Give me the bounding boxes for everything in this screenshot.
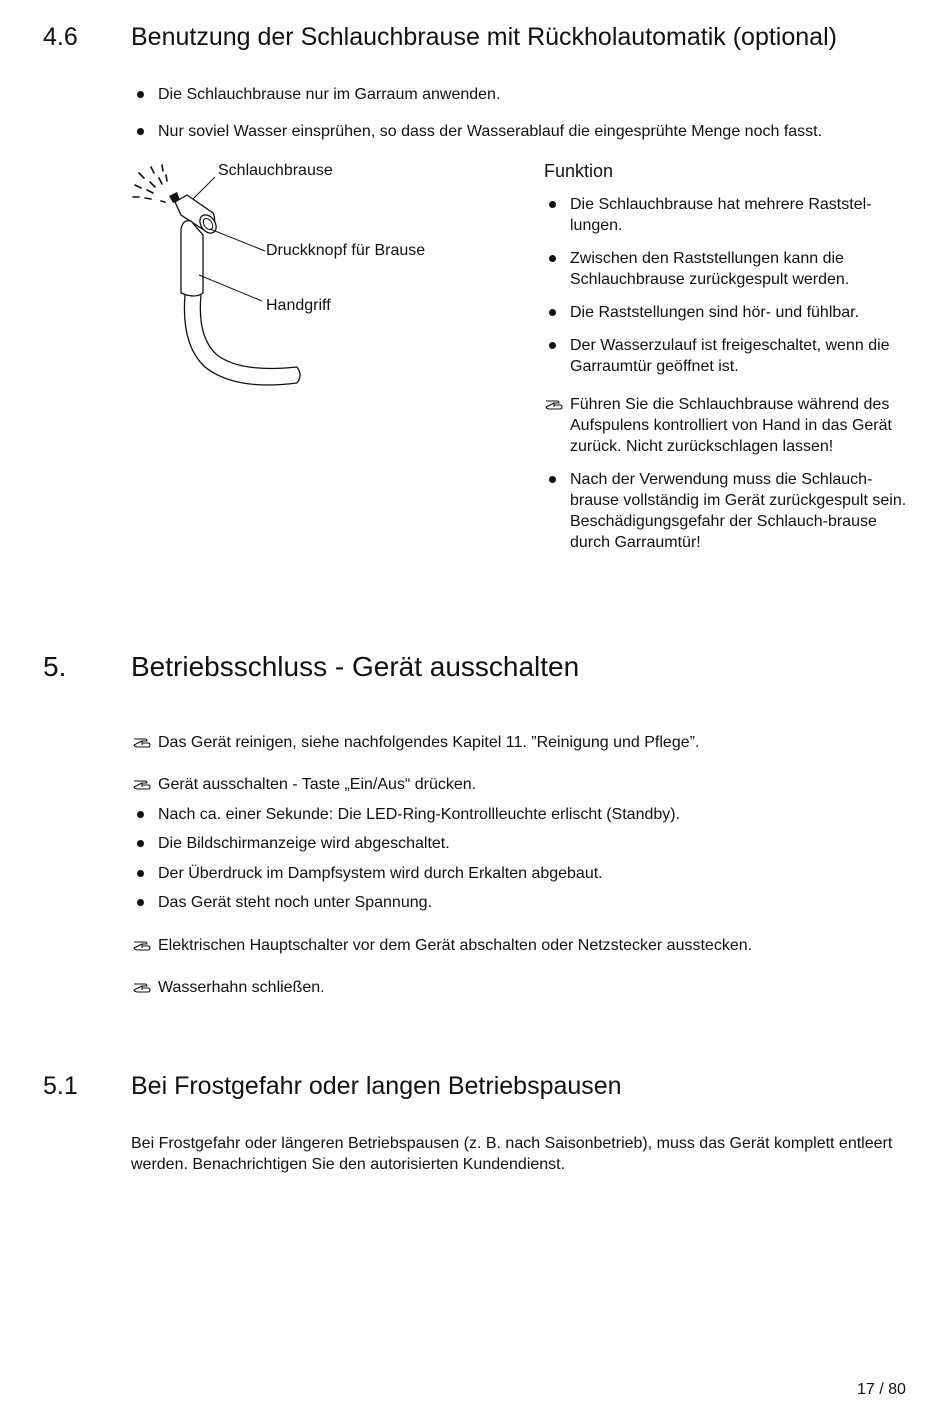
bullet-icon <box>549 342 556 349</box>
pointing-hand-icon <box>545 395 565 411</box>
section-title: Benutzung der Schlauchbrause mit Rückholautomatik (optional) <box>131 23 837 51</box>
bullet-icon <box>137 811 144 818</box>
list-item: Das Gerät steht noch unter Spannung. <box>135 892 915 913</box>
pointing-hand-icon <box>133 936 153 952</box>
hand-shower-illustration <box>125 155 315 395</box>
list-item: Die Raststellungen sind hör- und fühlbar. <box>547 302 912 323</box>
bullet-icon <box>549 201 556 208</box>
paragraph: Bei Frostgefahr oder längeren Betriebspausen (z. B. nach Saisonbetrieb), muss das Gerät komplett entleert werden. Benachrichtigen Sie den autorisierten Kundendienst. <box>131 1135 893 1173</box>
bullet-icon <box>137 899 144 906</box>
action-item: Führen Sie die Schlauchbrause während des Aufspulens kontrolliert von Hand in das Gerät zurück. Nicht zurückschlagen lassen! <box>547 394 912 457</box>
list-item: Der Wasserzulauf ist freigeschaltet, wenn die Garraumtür geöffnet ist. <box>547 335 912 377</box>
bullet-icon <box>549 309 556 316</box>
list-item: Die Schlauchbrause nur im Garraum anwenden. <box>135 84 915 105</box>
action-item: Elektrischen Hauptschalter vor dem Gerät abschalten oder Netzstecker ausstecken. <box>135 935 915 956</box>
bullet-icon <box>549 255 556 262</box>
section-title: Betriebsschluss - Gerät ausschalten <box>131 651 580 682</box>
list-item: Die Schlauchbrause hat mehrere Raststel-lungen. <box>547 194 912 236</box>
funktion-heading: Funktion <box>544 161 614 181</box>
list-item: Zwischen den Raststellungen kann die Schlauchbrause zurückgespult werden. <box>547 248 912 290</box>
bullet-icon <box>549 476 556 483</box>
pointing-hand-icon <box>133 775 153 791</box>
list-item: Nach der Verwendung muss die Schlauch-brause vollständig im Gerät zurückgespult sein. Beschädigungsgefahr der Schlauch-brause durch Garraumtür! <box>547 469 912 553</box>
spray-icon <box>133 165 167 202</box>
section-number: 5.1 <box>43 1072 78 1100</box>
pointing-hand-icon <box>133 733 153 749</box>
section-title: Bei Frostgefahr oder langen Betriebspausen <box>131 1072 622 1100</box>
list-item: Nur soviel Wasser einsprühen, so dass der Wasserablauf die eingesprühte Menge noch fasst. <box>135 121 915 142</box>
action-item: Wasserhahn schließen. <box>135 977 915 998</box>
label-button: Druckknopf für Brause <box>266 242 426 259</box>
page-number: 17 / 80 <box>857 1381 906 1398</box>
action-item: Gerät ausschalten - Taste „Ein/Aus“ drücken. <box>135 774 915 795</box>
bullet-icon <box>137 840 144 847</box>
bullet-icon <box>137 128 144 135</box>
pointing-hand-icon <box>133 978 153 994</box>
section-number: 4.6 <box>43 23 78 51</box>
list-item: Nach ca. einer Sekunde: Die LED-Ring-Kontrollleuchte erlischt (Standby). <box>135 804 915 825</box>
bullet-icon <box>137 870 144 877</box>
label-handle: Handgriff <box>266 297 331 314</box>
section-number: 5. <box>43 651 67 682</box>
label-spray: Schlauchbrause <box>218 162 333 179</box>
list-item: Der Überdruck im Dampfsystem wird durch Erkalten abgebaut. <box>135 863 915 884</box>
list-item: Die Bildschirmanzeige wird abgeschaltet. <box>135 833 915 854</box>
action-item: Das Gerät reinigen, siehe nachfolgendes Kapitel 11. ”Reinigung und Pflege”. <box>135 732 915 753</box>
bullet-icon <box>137 91 144 98</box>
